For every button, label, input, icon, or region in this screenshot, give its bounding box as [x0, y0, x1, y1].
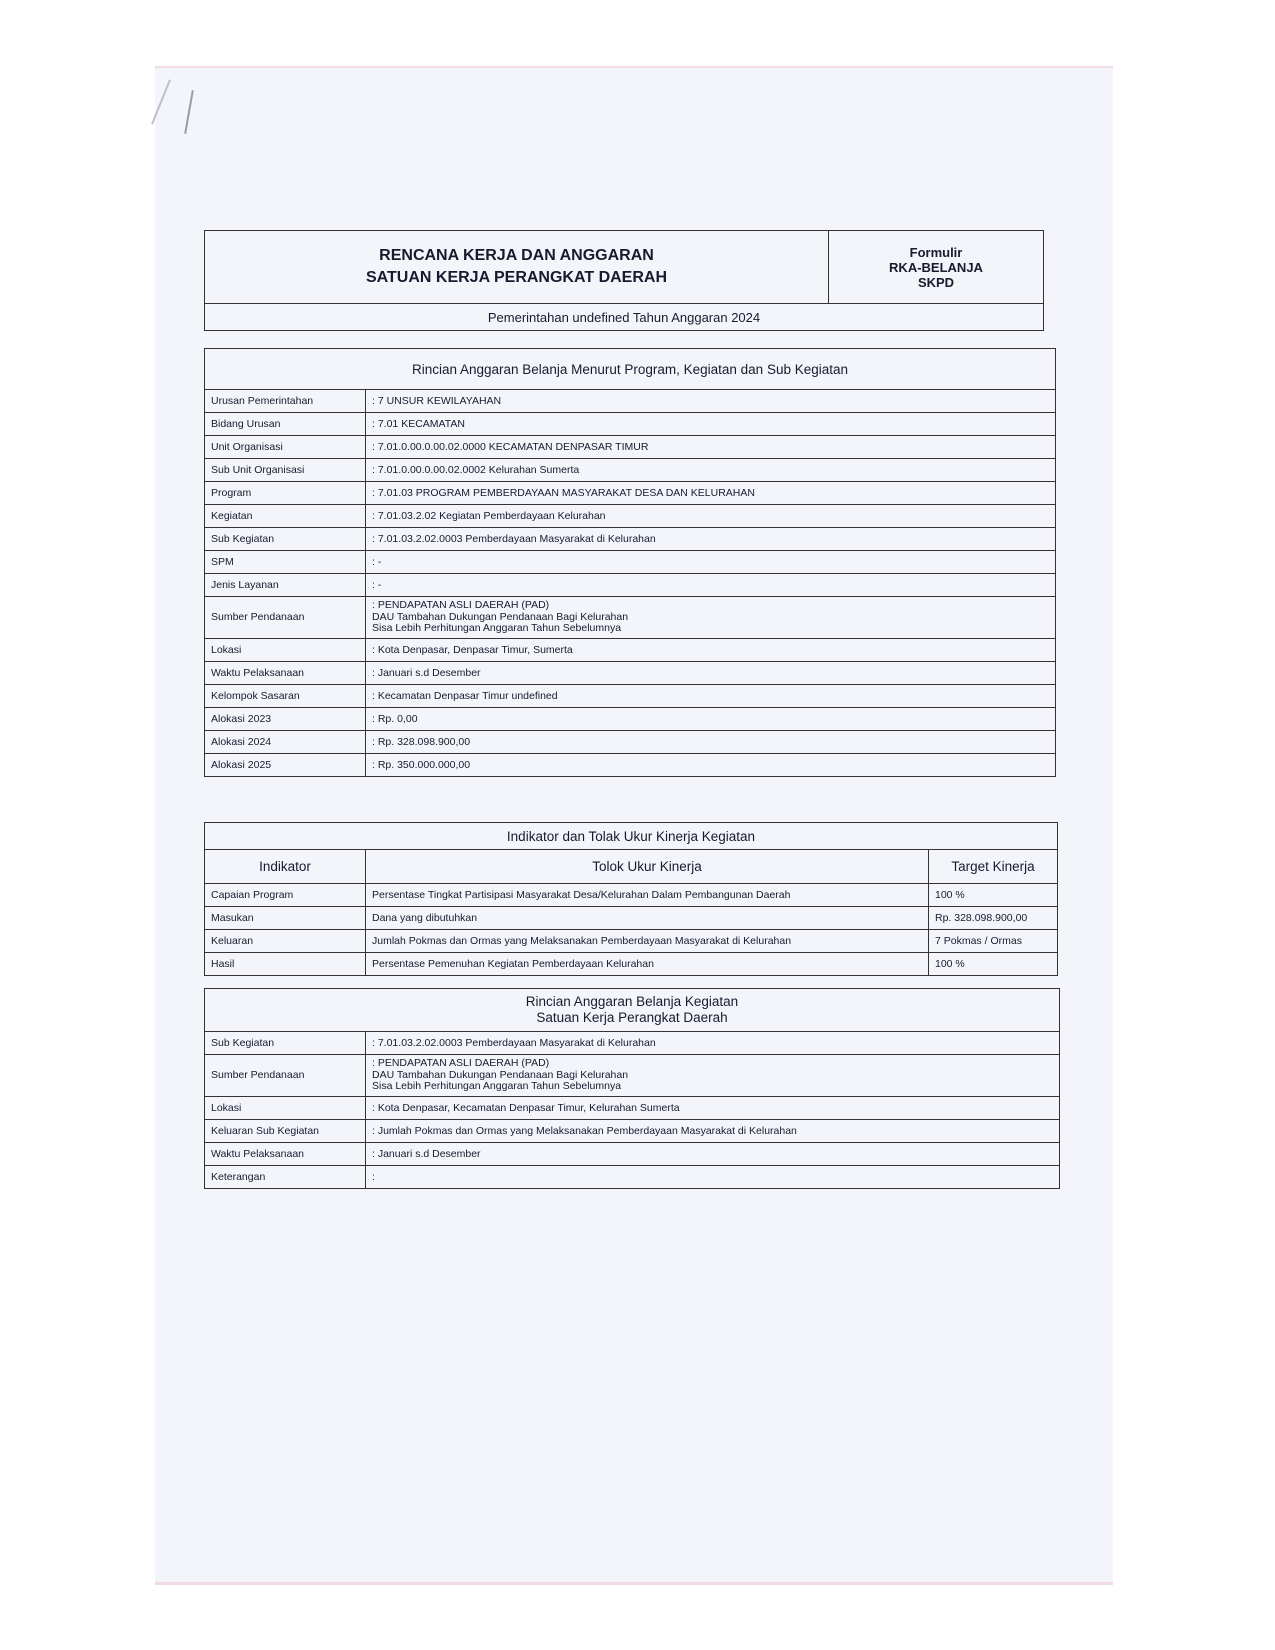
form-label: Formulir: [909, 244, 963, 260]
row-label: Alokasi 2025: [205, 753, 366, 776]
table-row: [205, 707, 1056, 730]
section-title-line: Satuan Kerja Perangkat Daerah: [536, 1010, 728, 1025]
indicator-name: Capaian Program: [205, 884, 366, 907]
column-header: Indikator: [205, 850, 366, 884]
row-value: : Kota Denpasar, Kecamatan Denpasar Timur, Kelurahan Sumerta: [366, 1096, 1060, 1119]
table-row: [205, 1142, 1060, 1165]
row-value: : Januari s.d Desember: [366, 661, 1056, 684]
row-label: Keterangan: [205, 1165, 366, 1188]
funding-line: DAU Tambahan Dukungan Pendanaan Bagi Kelurahan: [372, 610, 629, 623]
table-row: [205, 638, 1056, 661]
row-value: : Rp. 0,00: [366, 707, 1056, 730]
indicator-table: [204, 822, 1058, 976]
row-label: Sub Kegiatan: [205, 1032, 366, 1055]
table-row: [205, 753, 1056, 776]
funding-line: Sisa Lebih Perhitungan Anggaran Tahun Sebelumnya: [372, 1080, 622, 1092]
section-title: Rincian Anggaran Belanja Menurut Program, Kegiatan dan Sub Kegiatan: [205, 349, 1056, 390]
table-row: [205, 907, 1058, 930]
indicator-target: Rp. 328.098.900,00: [929, 907, 1058, 930]
title-line: SATUAN KERJA PERANGKAT DAERAH: [365, 269, 668, 286]
indicator-name: Masukan: [205, 907, 366, 930]
form-label: RKA-BELANJA: [889, 259, 983, 275]
table-row: [205, 528, 1056, 551]
section-title: [205, 989, 1060, 1032]
table-row: [205, 953, 1058, 976]
row-value: : -: [366, 574, 1056, 597]
section-title-line: Rincian Anggaran Belanja Kegiatan: [525, 994, 739, 1009]
funding-line: : PENDAPATAN ASLI DAERAH (PAD): [372, 599, 550, 611]
row-label: Jenis Layanan: [205, 574, 366, 597]
row-value: : 7 UNSUR KEWILAYAHAN: [366, 390, 1056, 413]
row-label: Kelompok Sasaran: [205, 684, 366, 707]
table-row: [205, 574, 1056, 597]
row-label: Program: [205, 482, 366, 505]
funding-line: DAU Tambahan Dukungan Pendanaan Bagi Kelurahan: [372, 1068, 629, 1081]
program-detail-table: [204, 348, 1056, 777]
row-value: : Kota Denpasar, Denpasar Timur, Sumerta: [366, 638, 1056, 661]
document-title: [205, 231, 829, 304]
table-row: [205, 684, 1056, 707]
indicator-target: 100 %: [929, 953, 1058, 976]
table-row: [205, 597, 1056, 639]
table-row: [205, 436, 1056, 459]
row-label: Kegiatan: [205, 505, 366, 528]
row-value: : 7.01.03 PROGRAM PEMBERDAYAAN MASYARAKAT DESA DAN KELURAHAN: [366, 482, 1056, 505]
table-row: [205, 1096, 1060, 1119]
funding-sources: [366, 597, 1056, 639]
row-label: Keluaran Sub Kegiatan: [205, 1119, 366, 1142]
row-label: Alokasi 2024: [205, 730, 366, 753]
funding-sources: [366, 1055, 1060, 1097]
section-title: Indikator dan Tolak Ukur Kinerja Kegiatan: [205, 823, 1058, 850]
row-label: Alokasi 2023: [205, 707, 366, 730]
table-row: [205, 661, 1056, 684]
row-label: Unit Organisasi: [205, 436, 366, 459]
table-row: [205, 413, 1056, 436]
row-label: Bidang Urusan: [205, 413, 366, 436]
row-label: Waktu Pelaksanaan: [205, 661, 366, 684]
row-label: Sumber Pendanaan: [205, 597, 366, 639]
row-label: Sub Unit Organisasi: [205, 459, 366, 482]
table-row: [205, 1032, 1060, 1055]
row-value: : 7.01.03.2.02 Kegiatan Pemberdayaan Kelurahan: [366, 505, 1056, 528]
row-label: Lokasi: [205, 638, 366, 661]
row-value: : 7.01.03.2.02.0003 Pemberdayaan Masyarakat di Kelurahan: [366, 528, 1056, 551]
indicator-measure: Dana yang dibutuhkan: [366, 907, 929, 930]
indicator-name: Hasil: [205, 953, 366, 976]
indicator-measure: Persentase Tingkat Partisipasi Masyarakat Desa/Kelurahan Dalam Pembangunan Daerah: [366, 884, 929, 907]
row-value: : Kecamatan Denpasar Timur undefined: [366, 684, 1056, 707]
row-label: Sub Kegiatan: [205, 528, 366, 551]
indicator-measure: Persentase Pemenuhan Kegiatan Pemberdayaan Kelurahan: [366, 953, 929, 976]
row-label: Urusan Pemerintahan: [205, 390, 366, 413]
table-row: [205, 730, 1056, 753]
funding-line: Sisa Lebih Perhitungan Anggaran Tahun Sebelumnya: [372, 622, 622, 634]
row-value: : 7.01.0.00.0.00.02.0000 KECAMATAN DENPASAR TIMUR: [366, 436, 1056, 459]
indicator-target: 7 Pokmas / Ormas: [929, 930, 1058, 953]
indicator-measure: Jumlah Pokmas dan Ormas yang Melaksanakan Pemberdayaan Masyarakat di Kelurahan: [366, 930, 929, 953]
column-header: Target Kinerja: [929, 850, 1058, 884]
indicator-name: Keluaran: [205, 930, 366, 953]
table-row: [205, 551, 1056, 574]
form-label: SKPD: [917, 274, 955, 290]
title-line: RENCANA KERJA DAN ANGGARAN: [379, 247, 654, 264]
row-label: SPM: [205, 551, 366, 574]
row-label: Sumber Pendanaan: [205, 1055, 366, 1097]
table-row: [205, 390, 1056, 413]
row-value: : 7.01.03.2.02.0003 Pemberdayaan Masyarakat di Kelurahan: [366, 1032, 1060, 1055]
row-value: : Rp. 328.098.900,00: [366, 730, 1056, 753]
row-value: : Jumlah Pokmas dan Ormas yang Melaksanakan Pemberdayaan Masyarakat di Kelurahan: [366, 1119, 1060, 1142]
row-value: : 7.01.0.00.0.00.02.0002 Kelurahan Sumerta: [366, 459, 1056, 482]
table-header-row: [205, 850, 1058, 884]
table-row: [205, 459, 1056, 482]
table-row: [205, 884, 1058, 907]
document-header: [204, 230, 1044, 331]
row-value: : Rp. 350.000.000,00: [366, 753, 1056, 776]
government-year: Pemerintahan undefined Tahun Anggaran 2024: [205, 304, 1044, 331]
row-value: :: [366, 1165, 1060, 1188]
table-row: [205, 1119, 1060, 1142]
table-row: [205, 1165, 1060, 1188]
column-header: Tolok Ukur Kinerja: [366, 850, 929, 884]
table-row: [205, 482, 1056, 505]
table-row: [205, 1055, 1060, 1097]
form-code: [829, 231, 1044, 304]
row-label: Lokasi: [205, 1096, 366, 1119]
row-value: : Januari s.d Desember: [366, 1142, 1060, 1165]
row-value: : -: [366, 551, 1056, 574]
funding-line: : PENDAPATAN ASLI DAERAH (PAD): [372, 1057, 550, 1069]
row-value: : 7.01 KECAMATAN: [366, 413, 1056, 436]
activity-detail-table: [204, 988, 1060, 1189]
table-row: [205, 930, 1058, 953]
indicator-target: 100 %: [929, 884, 1058, 907]
table-row: [205, 505, 1056, 528]
row-label: Waktu Pelaksanaan: [205, 1142, 366, 1165]
